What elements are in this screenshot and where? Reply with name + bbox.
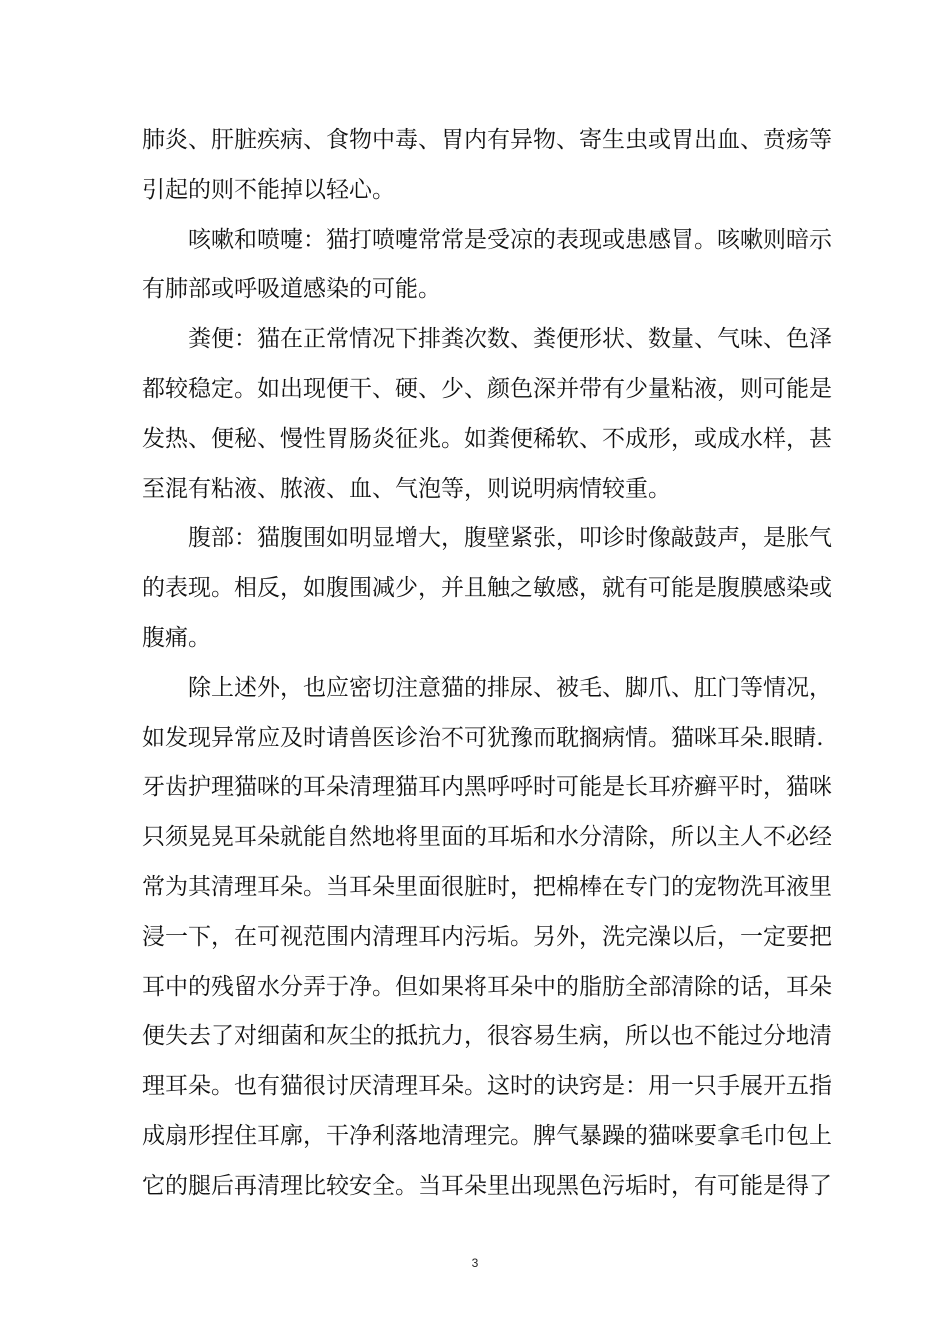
paragraph-abdomen: 腹部：猫腹围如明显增大，腹壁紧张，叩诊时像敲鼓声，是胀气	[188, 525, 832, 552]
text-line: 它的腿后再清理比较安全。当耳朵里出现黑色污垢时，有可能是得了	[142, 1172, 832, 1199]
paragraph-feces: 粪便：猫在正常情况下排粪次数、粪便形状、数量、气味、色泽	[188, 326, 832, 353]
paragraph-cough-sneeze: 咳嗽和喷嚏：猫打喷嚏常常是受凉的表现或患感冒。咳嗽则暗示	[188, 226, 832, 253]
text-line: 牙齿护理猫咪的耳朵清理猫耳内黑呼呼时可能是长耳疥癣平时，猫咪	[142, 774, 832, 801]
text-line: 浸一下，在可视范围内清理耳内污垢。另外，洗完澡以后，一定要把	[142, 923, 832, 950]
page-number: 3	[471, 1256, 479, 1270]
text-line: 成扇形捏住耳廓，干净利落地清理完。脾气暴躁的猫咪要拿毛巾包上	[142, 1122, 832, 1149]
text-line: 常为其清理耳朵。当耳朵里面很脏时，把棉棒在专门的宠物洗耳液里	[142, 873, 832, 900]
text-line: 的表现。相反，如腹围减少，并且触之敏感，就有可能是腹膜感染或	[142, 575, 832, 602]
text-line: 便失去了对细菌和灰尘的抵抗力，很容易生病，所以也不能过分地清	[142, 1023, 832, 1050]
text-line: 至混有粘液、脓液、血、气泡等，则说明病情较重。	[142, 475, 671, 502]
text-line: 理耳朵。也有猫很讨厌清理耳朵。这时的诀窍是：用一只手展开五指	[142, 1073, 832, 1100]
body-text	[142, 116, 832, 1212]
text-line: 有肺部或呼吸道感染的可能。	[142, 276, 441, 303]
paragraph-ear-care: 除上述外，也应密切注意猫的排尿、被毛、脚爪、肛门等情况，	[188, 674, 832, 701]
text-line: 耳中的残留水分弄于净。但如果将耳朵中的脂肪全部清除的话，耳朵	[142, 973, 832, 1000]
text-line: 发热、便秘、慢性胃肠炎征兆。如粪便稀软、不成形，或成水样，甚	[142, 425, 832, 452]
text-line: 只须晃晃耳朵就能自然地将里面的耳垢和水分清除，所以主人不必经	[142, 824, 832, 851]
text-line: 腹痛。	[142, 624, 211, 651]
text-line: 肺炎、肝脏疾病、食物中毒、胃内有异物、寄生虫或胃出血、贲疡等	[142, 127, 832, 153]
text-line: 都较稳定。如出现便干、硬、少、颜色深并带有少量粘液，则可能是	[142, 375, 832, 402]
text-line: 引起的则不能掉以轻心。	[142, 176, 395, 203]
text-line: 如发现异常应及时请兽医诊治不可犹豫而耽搁病情。猫咪耳朵.眼睛.	[142, 724, 824, 751]
